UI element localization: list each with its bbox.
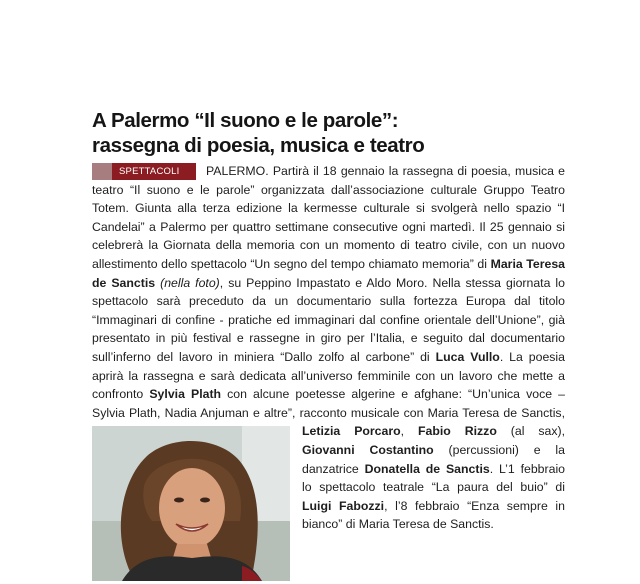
paragraph-text: (percussioni) e la danzatrice <box>302 442 565 476</box>
section-tag <box>92 163 196 180</box>
section-tag-label: SPETTACOLI <box>112 163 196 180</box>
section-tag-swatch <box>92 163 112 180</box>
paragraph-text: . L’1 febbraio lo spettacolo teatrale “La paura del buio” di <box>302 461 566 495</box>
person-name: Donatella de Sanctis <box>364 461 490 476</box>
person-name: Fabio Rizzo <box>418 424 497 439</box>
paragraph-text: , <box>400 424 419 439</box>
person-name: Maria Teresa de Sanctis <box>92 256 566 290</box>
portrait-image <box>92 426 290 581</box>
paragraph-text: , su Peppino Impastato e Aldo Moro. Nella stessa giornata lo spettacolo sarà preceduto da un documentario sulla fortezza Europa dal titolo “Immaginari di confine - pratiche ed immaginari dal confine orientale dell’Unione”, già presentato in più festival e rassegne in giro per l’Italia, e seguito dal documentario sull’inferno del lavoro in miniera “Dallo zolfo al carbone” di <box>92 275 565 364</box>
headline <box>92 108 565 158</box>
paragraph-text: . La poesia aprirà la rassegna e sarà dedicata all’universo femminile con un lavoro che mette a confronto <box>92 349 566 402</box>
person-name: Letizia Porcaro <box>302 424 401 439</box>
person-name: Luca Vullo <box>435 349 500 364</box>
person-name: Giovanni Costantino <box>302 442 434 457</box>
person-name: Luigi Fabozzi <box>302 498 385 513</box>
portrait-photo <box>92 426 290 581</box>
headline-line-1: A Palermo “Il suono e le parole”: <box>92 109 399 132</box>
article-body <box>92 162 565 581</box>
article <box>92 108 566 532</box>
paragraph-text: PALERMO. Partirà il 18 gennaio la rassegna di poesia, musica e teatro “Il suono e le parole” organizzata dall’associazione culturale Gruppo Teatro Totem. Giunta alla terza edizione la kermesse culturale si svolgerà nello spazio “I Candelai” a Palermo per quattro settimane consecutive ogni martedì. Il 25 gennaio si celebrerà la Giornata della memoria con un momento di teatro civile, con un nuovo allestimento dello spettacolo “Un segno del tempo chiamato memoria” di <box>92 164 565 271</box>
person-name: Sylvia Plath <box>149 387 222 402</box>
headline-line-2: rassegna di poesia, musica e teatro <box>92 134 425 157</box>
paragraph-text: con alcune poetesse algerine e afghane: “Un’unica voce – Sylvia Plath, Nadia Anjuman e altre”, racconto musicale con Maria Teresa de Sanctis, <box>92 387 565 420</box>
paragraph-text: , l’8 febbraio “Enza sempre in bianco” di Maria Teresa de Sanctis. <box>302 498 565 532</box>
paragraph-text: (al sax), <box>496 424 566 439</box>
photo-note: (nella foto) <box>160 275 220 290</box>
